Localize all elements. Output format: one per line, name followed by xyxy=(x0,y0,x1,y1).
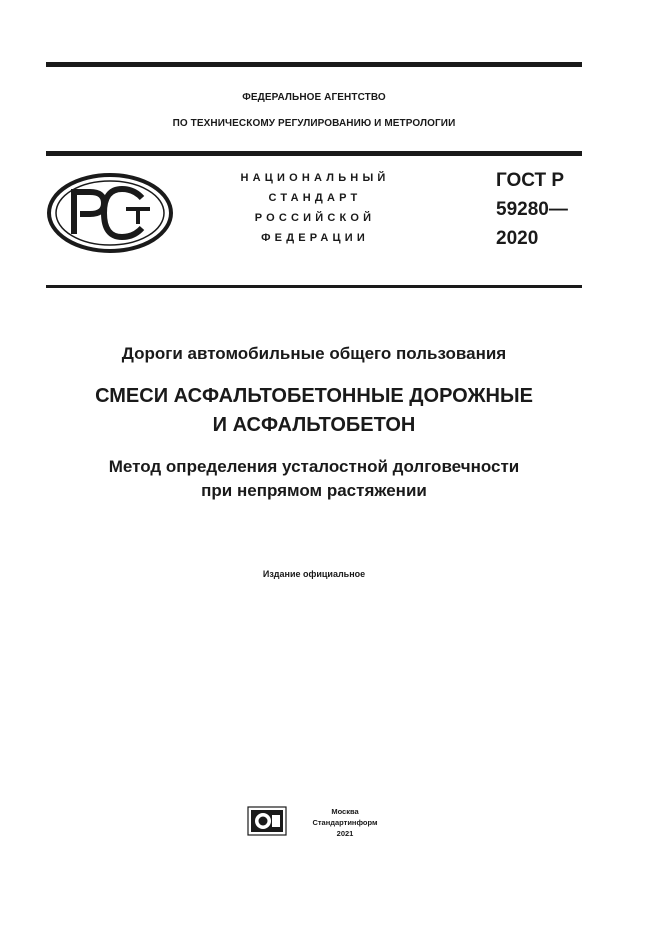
standard-type-line-2: СТАНДАРТ xyxy=(268,192,362,204)
rst-certification-logo-icon xyxy=(46,172,174,254)
standard-type-line-3: РОССИЙСКОЙ xyxy=(254,212,376,224)
designation-rule xyxy=(46,285,582,288)
standard-type-line-1: НАЦИОНАЛЬНЫЙ xyxy=(240,172,390,184)
method-title-line-2: при непрямом растяжении xyxy=(201,481,427,500)
edition-label: Издание официальное xyxy=(262,569,366,579)
designation-line-1: ГОСТ Р xyxy=(496,170,565,191)
standard-type-line-4: ФЕДЕРАЦИИ xyxy=(261,232,369,244)
top-rule xyxy=(46,62,582,67)
document-subtitle: Дороги автомобильные общего пользования xyxy=(121,344,507,363)
designation-line-3: 2020 xyxy=(496,228,539,249)
method-title-line-1: Метод определения усталостной долговечности xyxy=(108,457,520,476)
agency-line-2: ПО ТЕХНИЧЕСКОМУ РЕГУЛИРОВАНИЮ И МЕТРОЛОГИИ xyxy=(172,118,456,129)
agency-line-1: ФЕДЕРАЛЬНОЕ АГЕНТСТВО xyxy=(242,92,386,103)
document-title-line-2: И АСФАЛЬТОБЕТОН xyxy=(212,414,416,436)
standartinform-logo-icon xyxy=(247,806,287,836)
designation-line-2: 59280— xyxy=(496,199,568,220)
publisher-city: Москва xyxy=(331,807,359,816)
publisher-year: 2021 xyxy=(336,829,354,838)
header-rule xyxy=(46,151,582,156)
publisher-name: Стандартинформ xyxy=(312,818,378,827)
document-title-line-1: СМЕСИ АСФАЛЬТОБЕТОННЫЕ ДОРОЖНЫЕ xyxy=(95,385,533,407)
